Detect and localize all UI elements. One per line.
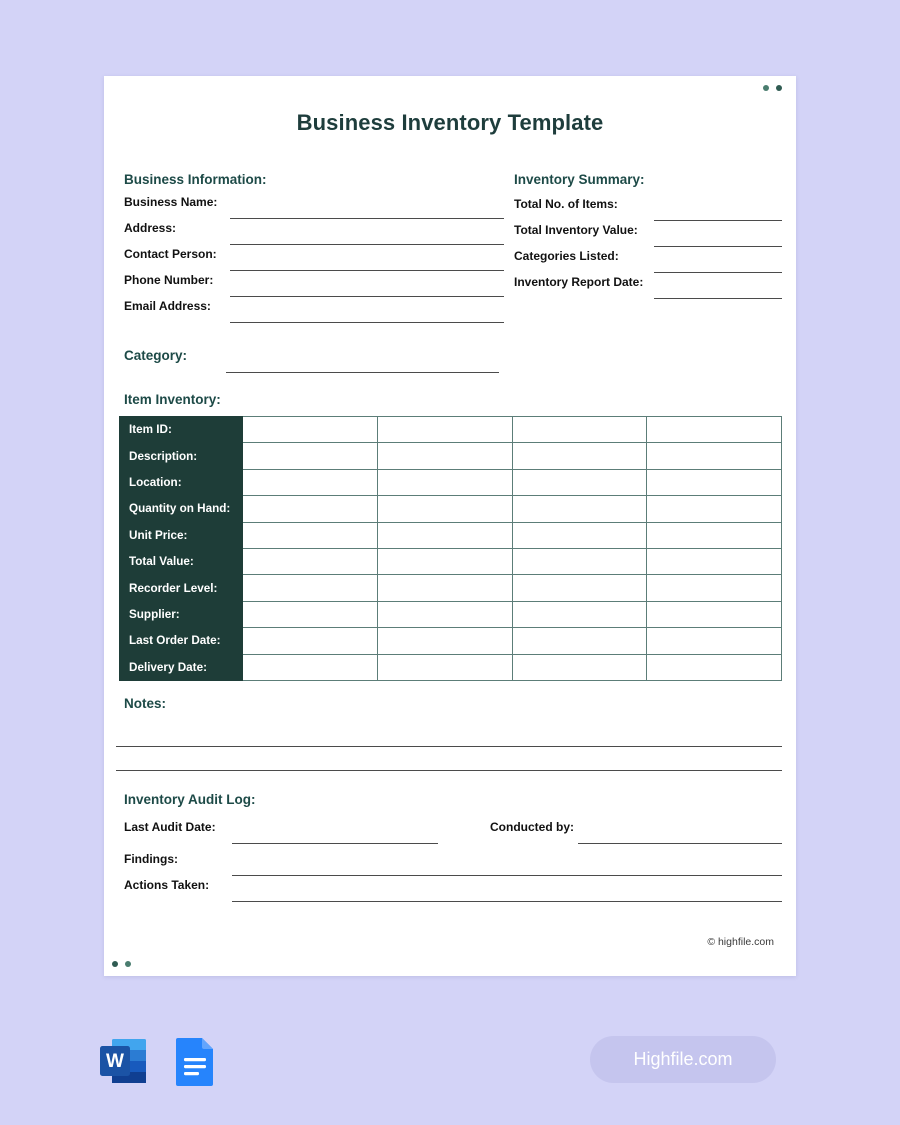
dot-icon (776, 85, 782, 91)
field-findings[interactable] (124, 852, 782, 878)
dot-icon (112, 961, 118, 967)
table-cell[interactable] (647, 496, 782, 522)
table-cell[interactable] (512, 522, 647, 548)
table-cell[interactable] (377, 601, 512, 627)
table-cell[interactable] (243, 654, 378, 680)
field-phone-number[interactable] (124, 273, 504, 299)
table-cell[interactable] (512, 548, 647, 574)
field-contact-person[interactable] (124, 247, 504, 273)
table-cell[interactable] (243, 575, 378, 601)
brand-label: Highfile.com (633, 1049, 733, 1069)
table-cell[interactable] (647, 548, 782, 574)
microsoft-word-icon[interactable] (96, 1032, 154, 1090)
table-cell[interactable] (647, 522, 782, 548)
table-cell[interactable] (512, 496, 647, 522)
table-cell[interactable] (377, 417, 512, 443)
field-business-name[interactable] (124, 195, 504, 221)
table-cell[interactable] (377, 522, 512, 548)
table-body (120, 417, 782, 681)
notes-line[interactable] (116, 770, 782, 771)
item-inventory-heading: Item Inventory: (124, 392, 221, 407)
field-underline (230, 296, 504, 297)
table-cell[interactable] (512, 601, 647, 627)
table-cell[interactable] (377, 575, 512, 601)
field-label: Address: (124, 221, 177, 235)
table-cell[interactable] (243, 522, 378, 548)
row-label: Recorder Level: (120, 575, 243, 601)
field-address[interactable] (124, 221, 504, 247)
category-heading: Category: (124, 348, 188, 363)
table-cell[interactable] (377, 548, 512, 574)
field-underline (654, 246, 782, 247)
business-information-column (124, 172, 504, 325)
last-audit-date-underline[interactable] (232, 843, 438, 844)
table-cell[interactable] (243, 443, 378, 469)
table-cell[interactable] (512, 443, 647, 469)
field-underline (230, 218, 504, 219)
field-underline (230, 244, 504, 245)
field-inventory-report-date[interactable] (514, 275, 794, 301)
table-cell[interactable] (647, 417, 782, 443)
table-cell[interactable] (243, 469, 378, 495)
field-category[interactable] (124, 348, 504, 374)
table-row (120, 443, 782, 469)
dot-icon (763, 85, 769, 91)
notes-heading: Notes: (124, 696, 167, 711)
field-label: Phone Number: (124, 273, 214, 287)
conducted-by-underline[interactable] (578, 843, 782, 844)
field-total-inventory-value[interactable] (514, 223, 794, 249)
inventory-summary-heading: Inventory Summary: (514, 172, 645, 187)
table-cell[interactable] (377, 469, 512, 495)
table-cell[interactable] (243, 496, 378, 522)
top-right-dots (763, 85, 782, 91)
field-total-no-of-items[interactable] (514, 197, 794, 223)
last-audit-date-label: Last Audit Date: (124, 820, 216, 834)
table-row (120, 496, 782, 522)
brand-button[interactable] (590, 1036, 776, 1083)
bottom-left-dots (112, 961, 131, 967)
field-underline (232, 875, 782, 876)
field-label: Total Inventory Value: (514, 223, 638, 237)
row-label: Description: (120, 443, 243, 469)
table-cell[interactable] (647, 443, 782, 469)
field-label: Inventory Report Date: (514, 275, 644, 289)
field-underline (654, 220, 782, 221)
field-underline (226, 372, 499, 373)
table-cell[interactable] (243, 628, 378, 654)
actions-taken-label: Actions Taken: (124, 878, 210, 892)
row-label: Supplier: (120, 601, 243, 627)
audit-log-heading: Inventory Audit Log: (124, 792, 256, 807)
row-label: Delivery Date: (120, 654, 243, 680)
table-row (120, 417, 782, 443)
findings-label: Findings: (124, 852, 178, 866)
field-label: Contact Person: (124, 247, 217, 261)
notes-line[interactable] (116, 746, 782, 747)
row-label: Location: (120, 469, 243, 495)
table-row (120, 575, 782, 601)
inventory-summary-column (514, 172, 794, 301)
document-sheet (104, 76, 796, 976)
row-label: Total Value: (120, 548, 243, 574)
copyright-credit: © highfile.com (707, 936, 774, 948)
table-cell[interactable] (512, 469, 647, 495)
table-cell[interactable] (647, 654, 782, 680)
table-cell[interactable] (243, 548, 378, 574)
field-label: Categories Listed: (514, 249, 619, 263)
field-categories-listed[interactable] (514, 249, 794, 275)
field-email-address[interactable] (124, 299, 504, 325)
row-label: Unit Price: (120, 522, 243, 548)
business-information-heading: Business Information: (124, 172, 267, 187)
row-label: Item ID: (120, 417, 243, 443)
field-label: Business Name: (124, 195, 218, 209)
item-inventory-table (119, 416, 782, 681)
field-actions-taken[interactable] (124, 878, 782, 904)
row-label: Last Order Date: (120, 628, 243, 654)
audit-row-first (124, 820, 782, 846)
table-cell[interactable] (377, 654, 512, 680)
field-underline (232, 901, 782, 902)
table-cell[interactable] (512, 654, 647, 680)
table-row (120, 654, 782, 680)
file-format-icons (96, 1032, 224, 1090)
field-label: Email Address: (124, 299, 211, 313)
table-cell[interactable] (647, 601, 782, 627)
field-underline (654, 272, 782, 273)
table-cell[interactable] (512, 628, 647, 654)
conducted-by-label: Conducted by: (490, 820, 574, 834)
table-row (120, 469, 782, 495)
table-cell[interactable] (377, 443, 512, 469)
table-cell[interactable] (377, 628, 512, 654)
dot-icon (125, 961, 131, 967)
word-letter: W (106, 1051, 124, 1072)
table-row (120, 548, 782, 574)
field-label: Total No. of Items: (514, 197, 618, 211)
google-docs-icon[interactable] (166, 1032, 224, 1090)
table-row (120, 522, 782, 548)
table-cell[interactable] (512, 575, 647, 601)
table-cell[interactable] (512, 417, 647, 443)
field-underline (654, 298, 782, 299)
table-cell[interactable] (647, 575, 782, 601)
page-title: Business Inventory Template (296, 110, 604, 135)
field-underline (230, 270, 504, 271)
row-label: Quantity on Hand: (120, 496, 243, 522)
field-underline (230, 322, 504, 323)
table-cell[interactable] (243, 417, 378, 443)
table-row (120, 628, 782, 654)
table-cell[interactable] (377, 496, 512, 522)
table-cell[interactable] (243, 601, 378, 627)
table-cell[interactable] (647, 628, 782, 654)
table-cell[interactable] (647, 469, 782, 495)
table-row (120, 601, 782, 627)
